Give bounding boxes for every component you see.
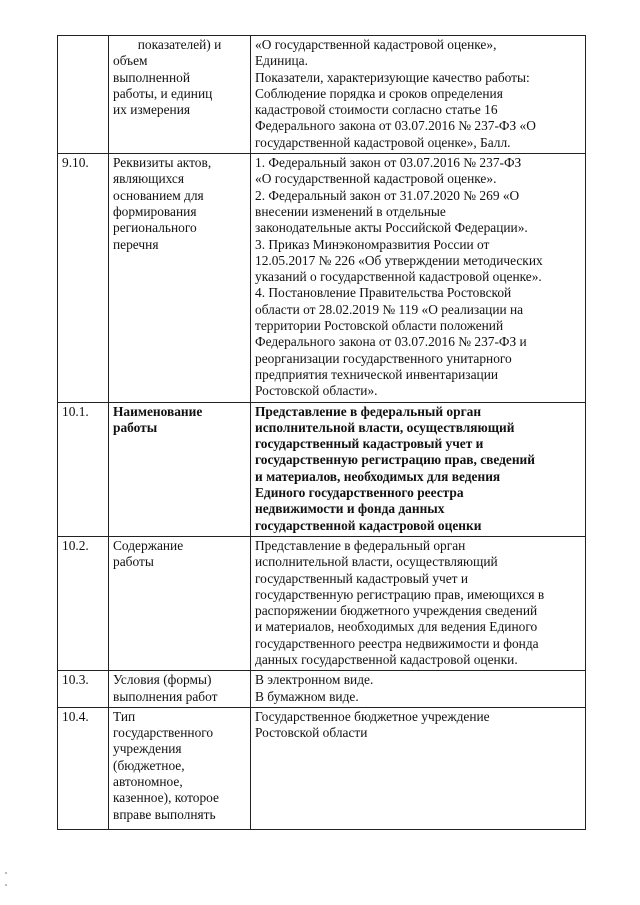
- text-line: основанием для: [113, 187, 204, 203]
- row-number: 10.2.: [58, 536, 109, 670]
- text-line: кадастровой стоимости согласно статье 16: [255, 102, 498, 118]
- table-row: [58, 536, 586, 670]
- text-line: «О государственной кадастровой оценке»,: [255, 37, 497, 52]
- document-table: [57, 35, 586, 830]
- text-line: Условия (формы): [113, 672, 212, 688]
- text-line: Федерального закона от 03.07.2016 № 237-ФЗ «О: [255, 118, 536, 134]
- text-line: Государственное бюджетное учреждение: [255, 708, 490, 724]
- text-line: и материалов, необходимых для ведения Единого: [255, 619, 538, 635]
- scan-artifact: [5, 872, 7, 874]
- text-line: 12.05.2017 № 226 «Об утверждении методических: [255, 252, 543, 268]
- text-line: Единого государственного реестра: [255, 485, 464, 501]
- text-line: «О государственной кадастровой оценке».: [255, 171, 497, 187]
- text-line: работы: [113, 554, 154, 570]
- text-line: их измерения: [113, 102, 191, 118]
- text-line: Реквизиты актов,: [113, 155, 212, 171]
- text-line: области от 28.02.2019 № 119 «О реализации на: [255, 301, 524, 317]
- row-value: [251, 707, 586, 829]
- text-line: В электронном виде.: [255, 672, 374, 688]
- row-number: 10.4.: [58, 707, 109, 829]
- text-line: являющихся: [113, 171, 185, 187]
- row-value: [251, 671, 586, 708]
- text-line: Федерального закона от 03.07.2016 № 237-ФЗ и: [255, 334, 527, 350]
- text-line: выполненной: [113, 69, 190, 85]
- text-line: Тип: [113, 708, 136, 724]
- text-line: распоряжении бюджетного учреждения сведений: [255, 603, 538, 619]
- text-line: государственной кадастровой оценке», Балл.: [255, 134, 511, 150]
- text-line: Единица.: [255, 53, 308, 69]
- table-row: [58, 671, 586, 708]
- text-line: формирования: [113, 203, 197, 219]
- row-number: [58, 36, 109, 154]
- text-line: государственного реестра недвижимости и фонда: [255, 635, 539, 651]
- text-line: Наименование: [113, 403, 203, 419]
- scan-artifact: [5, 884, 7, 886]
- text-line: показателей) и: [137, 37, 222, 52]
- text-line: Ростовской области».: [255, 383, 378, 399]
- text-line: работы, и единиц: [113, 85, 213, 101]
- row-name: [109, 536, 251, 670]
- text-line: перечня: [113, 236, 159, 252]
- text-line: исполнительной власти, осуществляющий: [255, 554, 498, 570]
- row-name: [109, 402, 251, 536]
- text-line: В бумажном виде.: [255, 688, 359, 704]
- text-line: государственную регистрацию прав, сведений: [255, 452, 535, 468]
- row-name: [109, 707, 251, 829]
- text-line: вправе выполнять: [113, 806, 216, 822]
- row-name: [109, 671, 251, 708]
- row-name: [109, 36, 251, 154]
- table-row: [58, 36, 586, 154]
- text-line: государственного: [113, 725, 214, 741]
- text-line: территории Ростовской области положений: [255, 318, 504, 334]
- text-line: (бюджетное,: [113, 757, 185, 773]
- text-line: и материалов, необходимых для ведения: [255, 468, 501, 484]
- row-value: [251, 154, 586, 402]
- row-name: [109, 154, 251, 402]
- text-line: государственный кадастровый учет и: [255, 436, 484, 452]
- text-line: недвижимости и фонда данных: [255, 501, 445, 517]
- row-number: 10.1.: [58, 402, 109, 536]
- text-line: предприятия технической инвентаризации: [255, 366, 499, 382]
- text-line: регионального: [113, 220, 197, 236]
- text-line: 4. Постановление Правительства Ростовской: [255, 285, 512, 301]
- text-line: государственный кадастровый учет и: [255, 570, 469, 586]
- row-value: [251, 36, 586, 154]
- text-line: Содержание: [113, 537, 184, 553]
- text-line: реорганизации государственного унитарного: [255, 350, 512, 366]
- text-line: 2. Федеральный закон от 31.07.2020 № 269 «О: [255, 187, 520, 203]
- row-number: 10.3.: [58, 671, 109, 708]
- text-line: государственную регистрацию прав, имеющихся в: [255, 586, 545, 602]
- text-line: Соблюдение порядка и сроков определения: [255, 85, 503, 101]
- table-row: [58, 707, 586, 829]
- text-line: автономное,: [113, 774, 183, 790]
- text-line: законодательные акты Российской Федерации».: [255, 220, 528, 236]
- text-line: указаний о государственной кадастровой оценке».: [255, 269, 542, 285]
- row-number: 9.10.: [58, 154, 109, 402]
- text-line: Ростовской области: [255, 725, 368, 741]
- text-line: исполнительной власти, осуществляющий: [255, 419, 515, 435]
- table-row: [58, 154, 586, 402]
- text-line: 3. Приказ Минэкономразвития России от: [255, 236, 490, 252]
- text-line: данных государственной кадастровой оценки.: [255, 651, 518, 667]
- row-value: [251, 536, 586, 670]
- text-line: Показатели, характеризующие качество работы:: [255, 69, 530, 85]
- text-line: выполнения работ: [113, 688, 218, 704]
- text-line: внесении изменений в отдельные: [255, 203, 446, 219]
- text-line: 1. Федеральный закон от 03.07.2016 № 237-ФЗ: [255, 155, 522, 171]
- text-line: объем: [113, 53, 148, 69]
- text-line: казенное), которое: [113, 790, 219, 806]
- text-line: государственной кадастровой оценки: [255, 517, 482, 533]
- row-value: [251, 402, 586, 536]
- text-line: работы: [113, 419, 158, 435]
- text-line: Представление в федеральный орган: [255, 537, 466, 553]
- text-line: Представление в федеральный орган: [255, 403, 482, 419]
- text-line: учреждения: [113, 741, 182, 757]
- table-row: [58, 402, 586, 536]
